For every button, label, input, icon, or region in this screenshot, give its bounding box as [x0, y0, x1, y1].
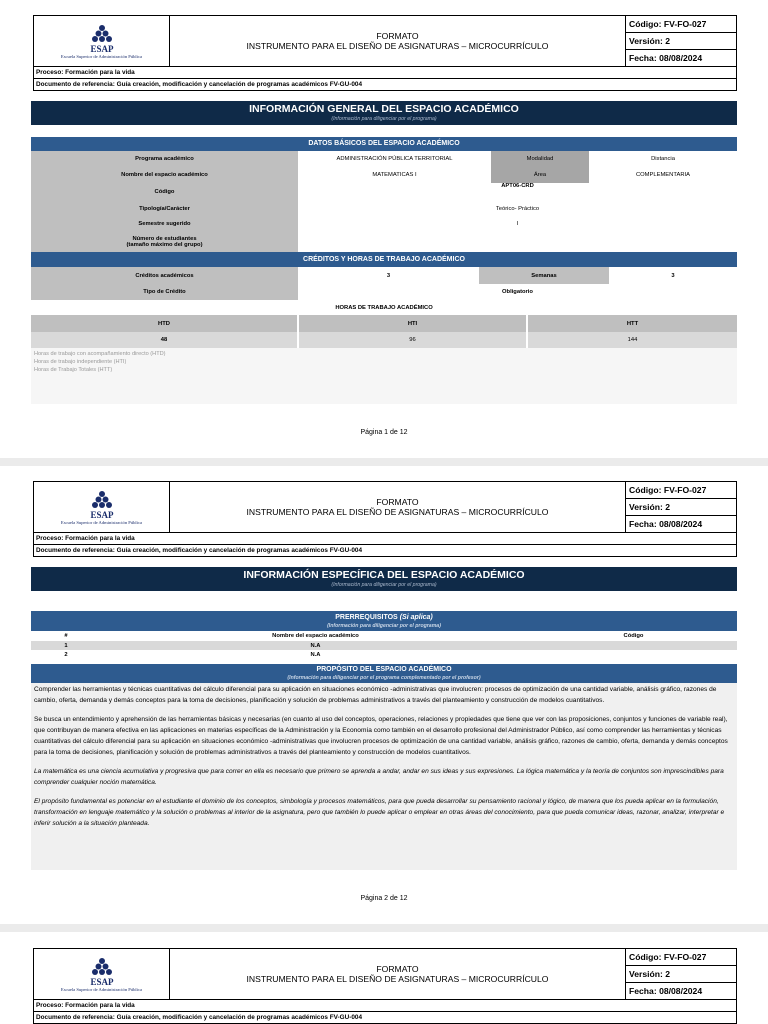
proposito-text	[31, 683, 737, 870]
svg-text:ESAP: ESAP	[89, 976, 114, 987]
proceso: Proceso: Formación para la vida	[34, 533, 736, 545]
documento-referencia: Documento de referencia: Guía creación, modificación y cancelación de programas académicos FV-GU-004	[36, 81, 363, 88]
version: Versión: 2	[626, 966, 736, 983]
programa-value: ADMINISTRACIÓN PÚBLICA TERRITORIAL	[298, 151, 491, 167]
logo-subtitle: Escuela Superior de Administración Pública	[60, 53, 143, 59]
tipo-credito-label: Tipo de Crédito	[31, 284, 298, 300]
fecha: Fecha: 08/08/2024	[629, 53, 703, 63]
semestre-value: I	[298, 217, 737, 231]
proposito-title: PROPÓSITO DEL ESPACIO ACADÉMICO (Información para diligenciar por el programa complementado por el profesor)	[31, 664, 737, 683]
esap-logo-icon	[82, 490, 122, 520]
codigo: Código: FV-FO-027	[626, 16, 736, 33]
fecha: Fecha: 08/08/2024	[629, 986, 703, 996]
semestre-label: Semestre sugerido	[31, 217, 298, 231]
estudiantes-label: Número de estudiantes (tamaño máximo del grupo)	[31, 231, 298, 252]
logo-subtitle: Escuela Superior de Administración Pública	[60, 986, 143, 992]
area-value: COMPLEMENTARIA	[589, 167, 737, 183]
nombre-value: MATEMATICAS I	[298, 167, 491, 183]
documento-referencia: Documento de referencia: Guía creación, modificación y cancelación de programas académicos FV-GU-004	[36, 547, 363, 554]
document-header	[33, 481, 737, 557]
creditos-table	[31, 267, 737, 300]
nombre-label: Nombre del espacio académico	[31, 167, 298, 183]
estudiantes-value	[298, 231, 737, 252]
paragraph: El propósito fundamental es potenciar en el estudiante el dominio de los conceptos, simbología y procesos matemáticos, para que pueda desarrollar su pensamiento racional y lógico, de manera que los pueda aplicar en la formulación, transformación en lenguaje matemático y la solución o problemas al interior de la asignatura, pero que también lo puede aplicar o emplear en otras áreas del conocimiento, para que pueda comunicar ideas, razonar, analizar, interpretar e inferir solución a la situación planteada.	[34, 798, 725, 827]
horas-table	[31, 300, 737, 348]
codigo-label: Código	[31, 183, 298, 201]
tipologia-label: Tipología/Carácter	[31, 201, 298, 217]
col-num: #	[31, 631, 101, 641]
page-2	[0, 466, 768, 924]
hti-value: 96	[298, 332, 527, 348]
paragraph: La matemática es una ciencia acumulativa y progresiva que para correr en ella es necesario que primero se aprenda a andar, andar en sus ideas y sus expresiones. La lógica matemática y la teoría de conjuntos son imprescindibles para comprender cualquier noción matemática.	[34, 768, 724, 786]
section-band: INFORMACIÓN GENERAL DEL ESPACIO ACADÉMICO (Información para diligenciar por el programa)	[31, 101, 737, 125]
documento-referencia: Documento de referencia: Guía creación, modificación y cancelación de programas académicos FV-GU-004	[36, 1014, 363, 1021]
htd-value: 48	[31, 332, 298, 348]
area-label: Área	[491, 167, 589, 183]
programa-label: Programa académico	[31, 151, 298, 167]
datos-basicos-title: DATOS BÁSICOS DEL ESPACIO ACADÉMICO	[31, 137, 737, 151]
htt-value: 144	[527, 332, 737, 348]
document-codes	[626, 16, 736, 66]
horas-title: HORAS DE TRABAJO ACADÉMICO	[31, 300, 737, 315]
modalidad-label: Modalidad	[491, 151, 589, 167]
document-header	[33, 15, 737, 91]
htd-label: HTD	[31, 315, 298, 332]
svg-text:ESAP: ESAP	[89, 509, 114, 520]
version: Versión: 2	[626, 499, 736, 516]
proceso: Proceso: Formación para la vida	[34, 67, 736, 79]
page-3	[0, 932, 768, 1024]
page-1	[0, 0, 768, 458]
document-header	[33, 948, 737, 1024]
tipologia-value: Teórico- Práctico	[298, 201, 737, 217]
esap-logo	[34, 482, 170, 532]
document-codes	[626, 482, 736, 532]
modalidad-value: Distancia	[589, 151, 737, 167]
hti-label: HTI	[298, 315, 527, 332]
paragraph: Se busca un entendimiento y aprehensión de las herramientas básicas y necesarias (en cuanto al uso del conceptos, operaciones, relaciones y propiedades que tiene que ver con las proposiciones, conjuntos y funciones de variable real), que contribuyan de manera efectiva en las aplicaciones en materias específicas de la Administración y la Economía como también en el desarrollo profesional del Administrador Público, así como comprender las herramientas y técnicas cuantitativas del cálculo diferencial para su aplicación en situaciones económico -administrativas que involucren procesos de optimización de una cantidad variable, análisis gráfico, razones de cambio, oferta, demanda y demás conceptos para la toma de decisiones, planificación y solución de problemas administrativos a través del planteamiento y construcción de modelos cuantitativos.	[34, 716, 728, 756]
creditos-title: CRÉDITOS Y HORAS DE TRABAJO ACADÉMICO	[31, 252, 737, 267]
prereq-table	[31, 631, 737, 659]
semanas-value: 3	[609, 267, 737, 284]
htt-label: HTT	[527, 315, 737, 332]
proceso: Proceso: Formación para la vida	[34, 1000, 736, 1012]
document-codes	[626, 949, 736, 999]
creditos-label: Créditos académicos	[31, 267, 298, 284]
creditos-value: 3	[298, 267, 479, 284]
esap-logo	[34, 16, 170, 66]
paragraph: Comprender las herramientas y técnicas cuantitativas del cálculo diferencial para su aplicación en situaciones económico -administrativas que involucren: procesos de optimización de una cantidad variable, análisis gráfico, razones de cambio, oferta, demanda y demás conceptos para la toma de decisiones, planificación y solución de problemas administrativos a través del planteamiento y construcción de modelos cuantitativos.	[34, 686, 717, 704]
page-number: Página 1 de 12	[360, 429, 408, 436]
document-title: FORMATO INSTRUMENTO PARA EL DISEÑO DE ASIGNATURAS – MICROCURRÍCULO	[170, 482, 626, 532]
section-band: INFORMACIÓN ESPECÍFICA DEL ESPACIO ACADÉMICO (Información para diligenciar por el programa)	[31, 567, 737, 591]
esap-logo-icon	[82, 957, 122, 987]
datos-basicos-table	[31, 151, 737, 252]
document-title: FORMATO INSTRUMENTO PARA EL DISEÑO DE ASIGNATURAS – MICROCURRÍCULO	[170, 949, 626, 999]
table-row: 1 N.A	[31, 641, 737, 650]
hours-notes: Horas de trabajo con acompañamiento directo (HTD) Horas de trabajo independiente (HTI) Horas de Trabajo Totales (HTT)	[31, 348, 737, 404]
codigo-value: APT06-CRD	[298, 183, 737, 201]
col-nombre: Nombre del espacio académico	[101, 631, 530, 641]
esap-logo	[34, 949, 170, 999]
page-number: Página 2 de 12	[360, 895, 408, 902]
codigo: Código: FV-FO-027	[626, 949, 736, 966]
svg-text:ESAP: ESAP	[89, 43, 114, 54]
esap-logo-icon	[82, 24, 122, 54]
document-title: FORMATO INSTRUMENTO PARA EL DISEÑO DE ASIGNATURAS – MICROCURRÍCULO	[170, 16, 626, 66]
table-row: 2 N.A	[31, 650, 737, 659]
version: Versión: 2	[626, 33, 736, 50]
codigo: Código: FV-FO-027	[626, 482, 736, 499]
prereq-title: PRERREQUISITOS (Si aplica) (Información para diligenciar por el programa)	[31, 611, 737, 631]
logo-subtitle: Escuela Superior de Administración Pública	[60, 519, 143, 525]
col-codigo: Código	[530, 631, 737, 641]
semanas-label: Semanas	[479, 267, 609, 284]
tipo-credito-value: Obligatorio	[298, 284, 737, 300]
fecha: Fecha: 08/08/2024	[629, 519, 703, 529]
